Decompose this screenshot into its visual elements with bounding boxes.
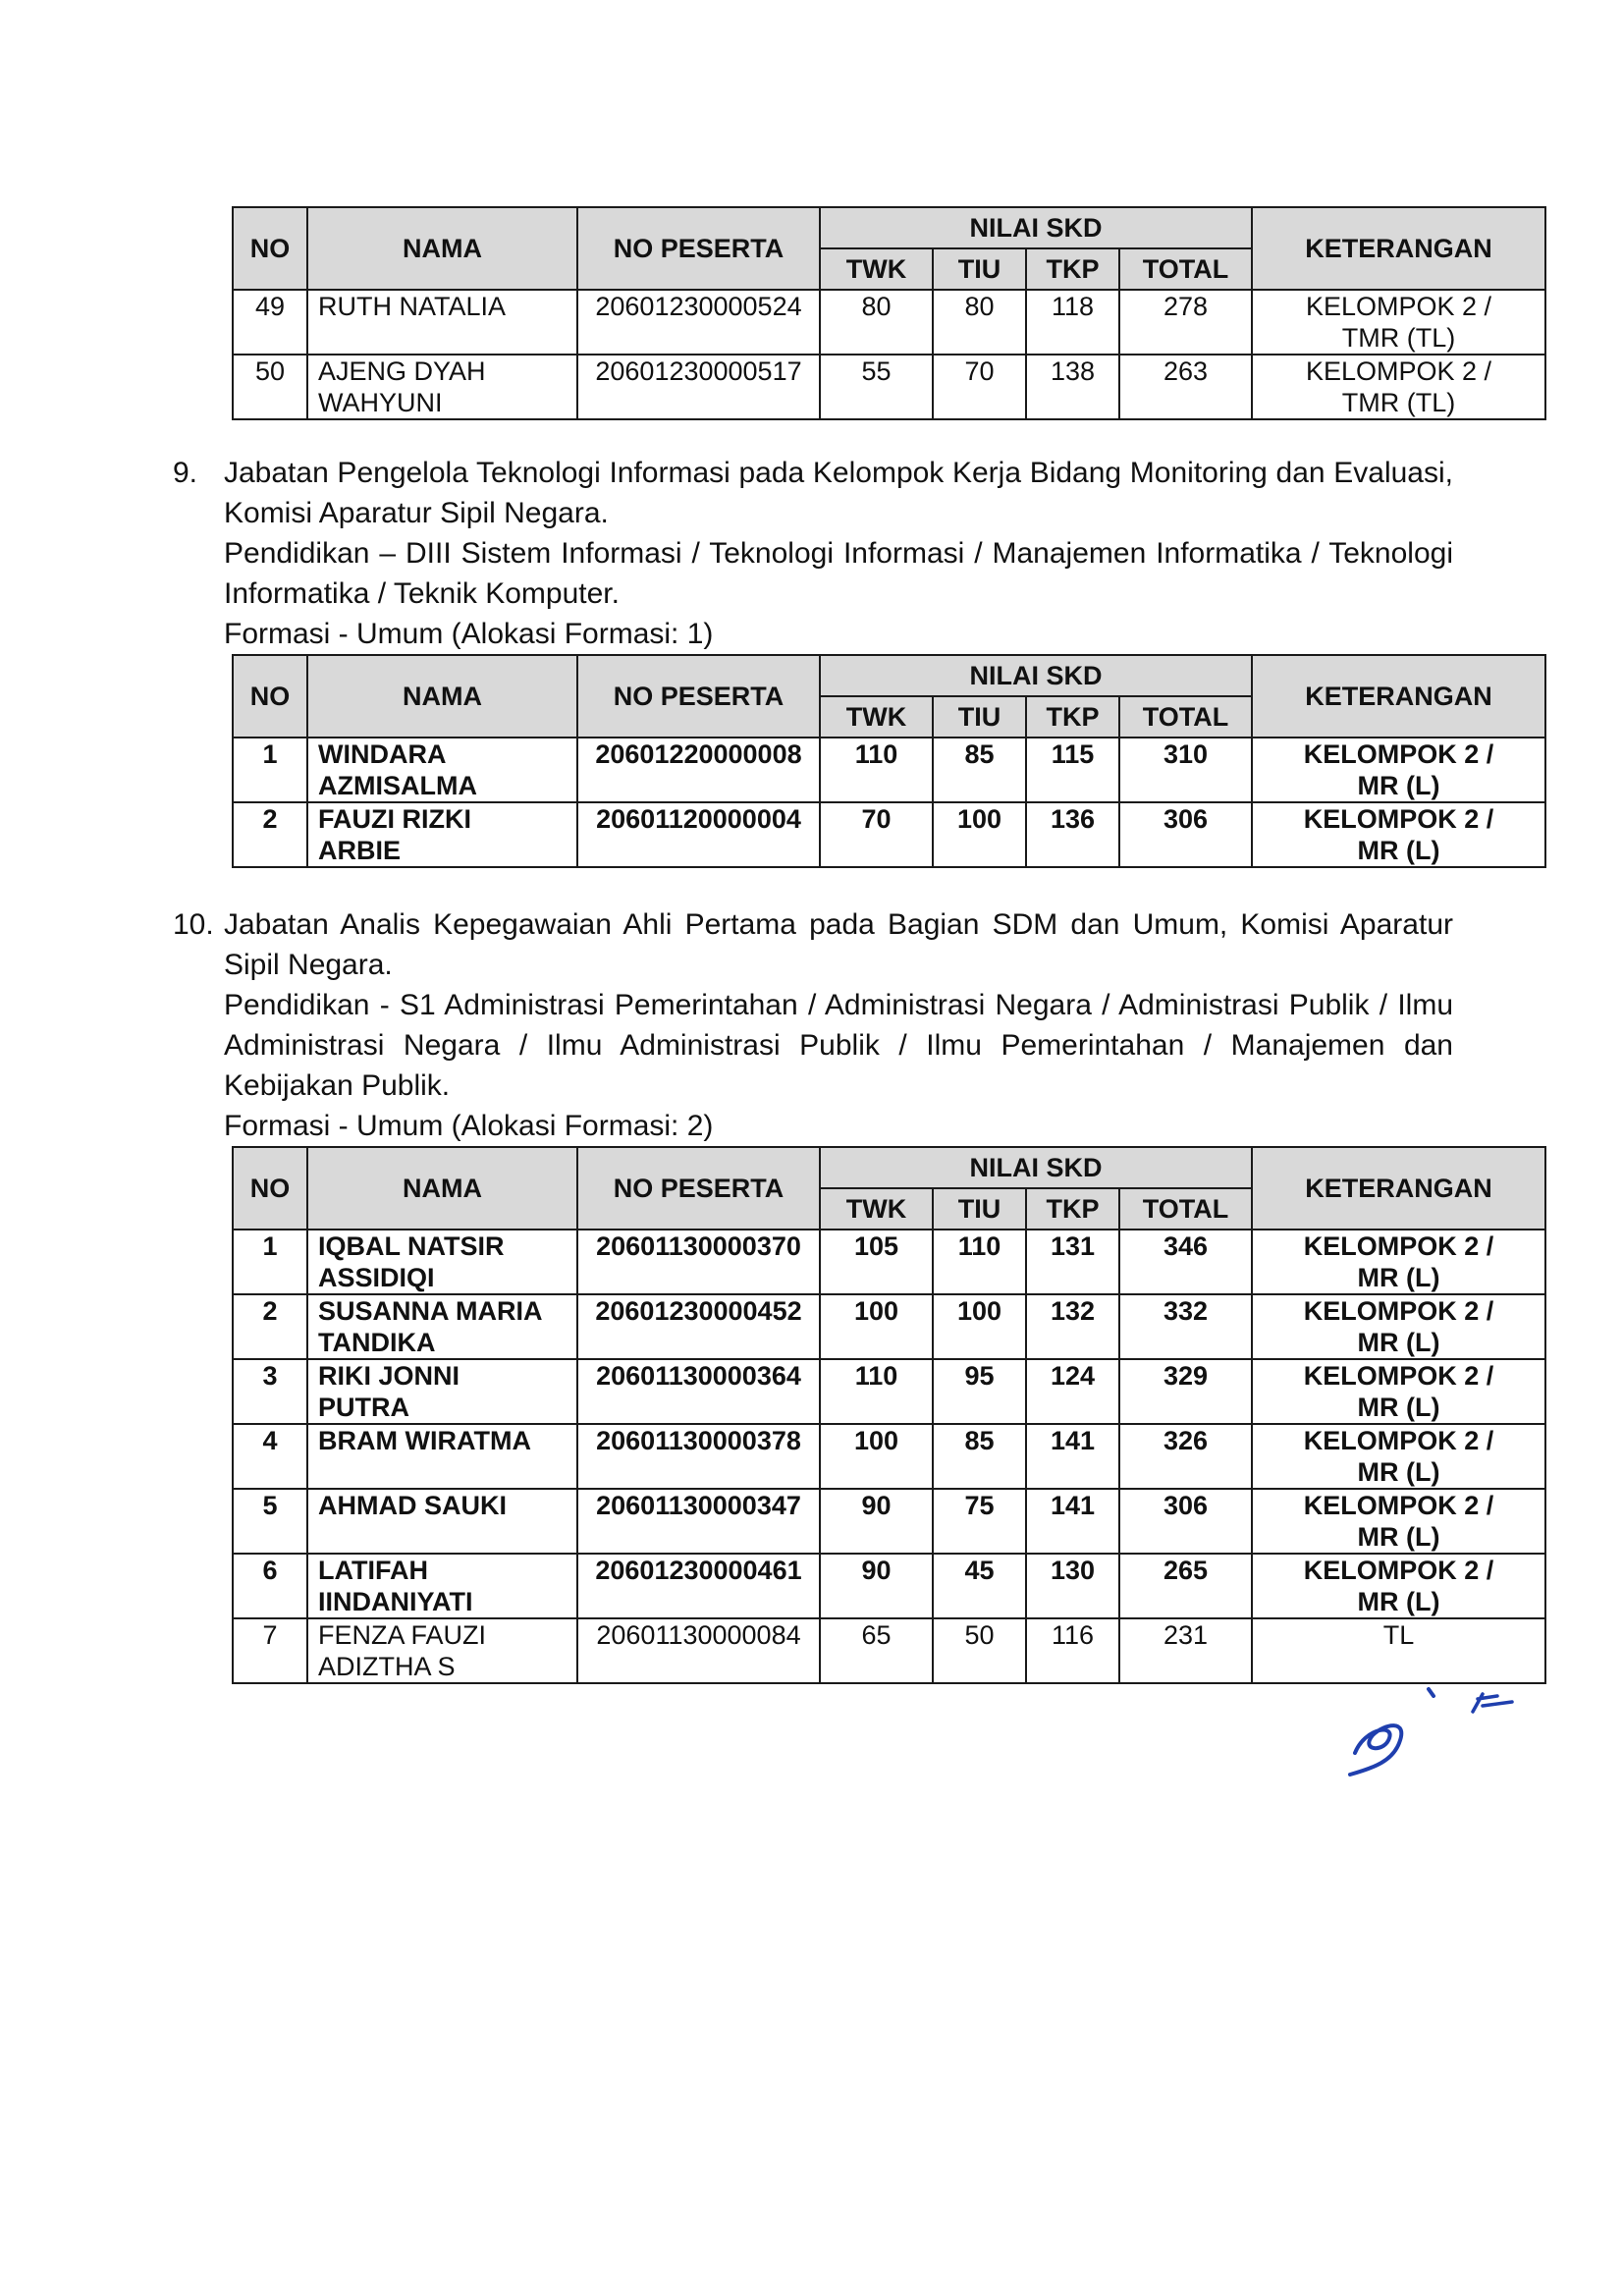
cell-twk	[820, 802, 933, 867]
cell-keterangan-line: MR (L)	[1357, 836, 1440, 865]
cell-keterangan-line: KELOMPOK 2 /	[1303, 1231, 1494, 1261]
cell-twk-line: 90	[861, 1556, 892, 1585]
cell-tkp-line: 118	[1051, 292, 1095, 321]
cell-tiu	[933, 1618, 1026, 1683]
cell-no-peserta-line: 20601130000370	[596, 1231, 801, 1261]
cell-tiu-line: 110	[957, 1231, 1001, 1261]
section-jabatan: Jabatan Pengelola Teknologi Informasi pada Kelompok Kerja Bidang Monitoring dan Evaluasi, Komisi Aparatur Sipil Negara.	[224, 457, 1453, 529]
cell-nama-line: IQBAL NATSIR	[318, 1231, 505, 1261]
cell-no-peserta-line: 20601230000517	[595, 356, 802, 386]
cell-total-line: 265	[1163, 1556, 1209, 1585]
cell-nama	[307, 1554, 577, 1618]
table-body	[233, 290, 1545, 419]
cell-twk-line: 100	[853, 1426, 899, 1455]
col-twk-header: TWK	[820, 696, 933, 738]
cell-nama-line: AHMAD SAUKI	[318, 1491, 507, 1520]
cell-no-line: 5	[262, 1491, 278, 1520]
cell-nama-line: RIKI JONNI	[318, 1361, 460, 1391]
cell-no-peserta	[577, 738, 820, 802]
cell-tiu	[933, 1489, 1026, 1554]
col-keterangan-header: KETERANGAN	[1252, 655, 1545, 738]
table-body	[233, 738, 1545, 867]
cell-tiu-line: 100	[956, 804, 1002, 834]
col-nilai-skd-header: NILAI SKD	[820, 1147, 1252, 1188]
cell-total	[1119, 1554, 1252, 1618]
cell-twk-line: 55	[861, 356, 892, 386]
cell-tiu	[933, 1554, 1026, 1618]
cell-twk	[820, 290, 933, 355]
cell-nama-line: SUSANNA MARIA	[318, 1296, 543, 1326]
col-nilai-skd-header: NILAI SKD	[820, 207, 1252, 248]
cell-nama	[307, 802, 577, 867]
cell-no	[233, 1554, 307, 1618]
cell-tkp-line: 136	[1050, 804, 1096, 834]
cell-no-peserta	[577, 355, 820, 419]
cell-nama	[307, 290, 577, 355]
cell-nama-line: ARBIE	[318, 836, 402, 865]
cell-twk	[820, 1359, 933, 1424]
cell-no-line: 1	[262, 739, 278, 769]
cell-keterangan-line: MR (L)	[1357, 1522, 1440, 1552]
cell-twk	[820, 1489, 933, 1554]
col-tiu-header: TIU	[933, 696, 1026, 738]
cell-tiu-line: 95	[964, 1361, 995, 1391]
cell-tiu	[933, 355, 1026, 419]
col-no-header: NO	[233, 1147, 307, 1230]
cell-keterangan	[1252, 1554, 1545, 1618]
table-header	[233, 1147, 1545, 1230]
cell-tiu-line: 80	[964, 292, 995, 321]
cell-total-line: 306	[1163, 1491, 1209, 1520]
cell-nama-line: BRAM WIRATMA	[318, 1426, 531, 1455]
table-header	[233, 207, 1545, 290]
cell-total-line: 278	[1163, 292, 1209, 321]
col-tiu-header: TIU	[933, 1188, 1026, 1230]
cell-no-line: 4	[262, 1426, 278, 1455]
col-no-peserta-header: NO PESERTA	[577, 655, 820, 738]
cell-no-peserta-line: 20601230000461	[595, 1556, 802, 1585]
cell-twk-line: 110	[854, 739, 898, 769]
cell-total-line: 263	[1163, 356, 1209, 386]
section-formasi: Formasi - Umum (Alokasi Formasi: 2)	[224, 1110, 714, 1142]
col-nama-header: NAMA	[307, 655, 577, 738]
cell-tkp	[1026, 1618, 1119, 1683]
cell-no-peserta-line: 20601120000004	[596, 804, 801, 834]
cell-no-peserta-line: 20601130000378	[596, 1426, 801, 1455]
cell-keterangan	[1252, 290, 1545, 355]
cell-nama-line: TANDIKA	[318, 1328, 436, 1357]
col-total-header: TOTAL	[1119, 1188, 1252, 1230]
col-twk-header: TWK	[820, 248, 933, 290]
cell-keterangan	[1252, 1294, 1545, 1359]
cell-keterangan-line: MR (L)	[1357, 1393, 1440, 1422]
cell-nama	[307, 738, 577, 802]
cell-twk	[820, 1424, 933, 1489]
cell-total-line: 329	[1163, 1361, 1209, 1391]
col-tkp-header: TKP	[1026, 1188, 1119, 1230]
cell-nama	[307, 1424, 577, 1489]
cell-keterangan-line: TMR (TL)	[1341, 323, 1456, 353]
cell-twk	[820, 1618, 933, 1683]
skd-table-1	[232, 206, 1546, 420]
cell-twk-line: 90	[861, 1491, 892, 1520]
cell-keterangan-line: MR (L)	[1357, 771, 1440, 800]
cell-twk	[820, 1230, 933, 1294]
cell-nama	[307, 355, 577, 419]
cell-keterangan	[1252, 355, 1545, 419]
cell-twk	[820, 1294, 933, 1359]
cell-tiu	[933, 1359, 1026, 1424]
cell-twk	[820, 355, 933, 419]
cell-no	[233, 1618, 307, 1683]
cell-keterangan-line: TL	[1382, 1620, 1415, 1650]
cell-tiu	[933, 738, 1026, 802]
cell-keterangan-line: KELOMPOK 2 /	[1305, 356, 1492, 386]
cell-keterangan	[1252, 802, 1545, 867]
cell-tiu-line: 45	[964, 1556, 995, 1585]
cell-keterangan-line: KELOMPOK 2 /	[1303, 1426, 1494, 1455]
cell-total	[1119, 802, 1252, 867]
col-nama-header: NAMA	[307, 207, 577, 290]
cell-keterangan	[1252, 1359, 1545, 1424]
cell-no	[233, 1424, 307, 1489]
table-row	[233, 355, 1545, 419]
section-pendidikan: Pendidikan – DIII Sistem Informasi / Teknologi Informasi / Manajemen Informatika / Teknologi Informatika / Teknik Komputer.	[224, 537, 1453, 610]
cell-tiu-line: 50	[964, 1620, 995, 1650]
cell-tkp-line: 138	[1050, 356, 1096, 386]
cell-total-line: 306	[1163, 804, 1209, 834]
cell-total	[1119, 1230, 1252, 1294]
cell-no-peserta-line: 20601220000008	[595, 739, 802, 769]
cell-tiu	[933, 290, 1026, 355]
cell-tiu	[933, 1424, 1026, 1489]
cell-nama-line: FENZA FAUZI	[318, 1620, 487, 1650]
cell-total-line: 231	[1163, 1620, 1209, 1650]
cell-keterangan-line: KELOMPOK 2 /	[1305, 292, 1492, 321]
col-total-header: TOTAL	[1119, 696, 1252, 738]
col-total-header: TOTAL	[1119, 248, 1252, 290]
cell-no-line: 2	[262, 804, 278, 834]
cell-tkp-line: 141	[1050, 1491, 1096, 1520]
cell-tkp-line: 124	[1050, 1361, 1096, 1391]
cell-no-peserta	[577, 1230, 820, 1294]
cell-no	[233, 1230, 307, 1294]
cell-no-peserta	[577, 1618, 820, 1683]
table-row	[233, 290, 1545, 355]
cell-keterangan-line: MR (L)	[1357, 1263, 1440, 1292]
cell-no	[233, 1489, 307, 1554]
col-nama-header: NAMA	[307, 1147, 577, 1230]
cell-no-peserta	[577, 1359, 820, 1424]
cell-no-peserta-line: 20601230000524	[595, 292, 802, 321]
cell-tkp-line: 130	[1050, 1556, 1096, 1585]
cell-no-line: 49	[254, 292, 286, 321]
cell-tkp	[1026, 290, 1119, 355]
cell-total	[1119, 1424, 1252, 1489]
cell-twk-line: 100	[853, 1296, 899, 1326]
cell-nama-line: FAUZI RIZKI	[318, 804, 471, 834]
cell-keterangan-line: KELOMPOK 2 /	[1303, 1296, 1494, 1326]
cell-tkp	[1026, 1554, 1119, 1618]
cell-tiu-line: 85	[964, 1426, 995, 1455]
cell-tiu	[933, 1294, 1026, 1359]
table-row	[233, 738, 1545, 802]
col-no-peserta-header: NO PESERTA	[577, 1147, 820, 1230]
cell-nama	[307, 1230, 577, 1294]
table-row	[233, 1359, 1545, 1424]
cell-total-line: 326	[1163, 1426, 1209, 1455]
col-keterangan-header: KETERANGAN	[1252, 1147, 1545, 1230]
signature-initials	[1335, 1674, 1532, 1782]
cell-keterangan-line: MR (L)	[1357, 1457, 1440, 1487]
cell-no-peserta	[577, 1554, 820, 1618]
cell-tkp	[1026, 1424, 1119, 1489]
cell-tkp-line: 116	[1051, 1620, 1095, 1650]
cell-no-peserta	[577, 802, 820, 867]
cell-nama	[307, 1294, 577, 1359]
skd-table-2	[232, 654, 1546, 868]
cell-tkp	[1026, 1294, 1119, 1359]
cell-no-peserta-line: 20601130000364	[596, 1361, 801, 1391]
skd-table-3	[232, 1146, 1546, 1684]
col-tiu-header: TIU	[933, 248, 1026, 290]
cell-no-line: 7	[262, 1620, 278, 1650]
section-number: 9.	[173, 457, 198, 489]
cell-keterangan-line: TMR (TL)	[1341, 388, 1456, 417]
section-10	[173, 904, 1453, 1146]
cell-no	[233, 1294, 307, 1359]
col-no-header: NO	[233, 207, 307, 290]
cell-keterangan-line: KELOMPOK 2 /	[1303, 739, 1494, 769]
cell-keterangan	[1252, 1424, 1545, 1489]
cell-keterangan-line: KELOMPOK 2 /	[1303, 1361, 1494, 1391]
cell-tkp	[1026, 1230, 1119, 1294]
cell-tkp	[1026, 802, 1119, 867]
cell-nama-line: PUTRA	[318, 1393, 409, 1422]
cell-nama-line: AZMISALMA	[318, 771, 477, 800]
table-row	[233, 1554, 1545, 1618]
cell-no-peserta-line: 20601230000452	[595, 1296, 802, 1326]
section-9	[173, 453, 1453, 654]
cell-tiu	[933, 802, 1026, 867]
cell-no-peserta-line: 20601130000347	[596, 1491, 801, 1520]
col-nilai-skd-header: NILAI SKD	[820, 655, 1252, 696]
table-row	[233, 1294, 1545, 1359]
cell-total	[1119, 1294, 1252, 1359]
cell-no	[233, 355, 307, 419]
cell-keterangan	[1252, 1489, 1545, 1554]
cell-twk-line: 105	[853, 1231, 899, 1261]
cell-keterangan-line: KELOMPOK 2 /	[1303, 804, 1494, 834]
cell-tkp-line: 131	[1050, 1231, 1096, 1261]
cell-nama-line: LATIFAH	[318, 1556, 428, 1585]
cell-tkp	[1026, 1359, 1119, 1424]
table-header	[233, 655, 1545, 738]
section-formasi: Formasi - Umum (Alokasi Formasi: 1)	[224, 618, 714, 650]
cell-no	[233, 738, 307, 802]
cell-nama-line: WAHYUNI	[318, 388, 443, 417]
table-row	[233, 802, 1545, 867]
cell-tiu-line: 85	[964, 739, 995, 769]
cell-nama-line: IINDANIYATI	[318, 1587, 473, 1616]
cell-tkp	[1026, 738, 1119, 802]
table-row	[233, 1230, 1545, 1294]
cell-nama-line: RUTH NATALIA	[318, 292, 507, 321]
cell-twk	[820, 1554, 933, 1618]
cell-tkp-line: 141	[1050, 1426, 1096, 1455]
cell-twk-line: 80	[861, 292, 892, 321]
col-tkp-header: TKP	[1026, 696, 1119, 738]
cell-twk	[820, 738, 933, 802]
col-twk-header: TWK	[820, 1188, 933, 1230]
cell-tkp	[1026, 1489, 1119, 1554]
cell-no-peserta-line: 20601130000084	[596, 1620, 801, 1650]
cell-nama-line: ASSIDIQI	[318, 1263, 435, 1292]
cell-keterangan-line: MR (L)	[1357, 1328, 1440, 1357]
cell-total	[1119, 1489, 1252, 1554]
cell-keterangan	[1252, 738, 1545, 802]
col-tkp-header: TKP	[1026, 248, 1119, 290]
cell-total	[1119, 738, 1252, 802]
cell-total	[1119, 355, 1252, 419]
cell-keterangan	[1252, 1230, 1545, 1294]
cell-no-peserta	[577, 1294, 820, 1359]
cell-no-line: 50	[254, 356, 286, 386]
cell-no-line: 1	[262, 1231, 278, 1261]
cell-nama	[307, 1489, 577, 1554]
cell-no-line: 2	[262, 1296, 278, 1326]
cell-total	[1119, 1618, 1252, 1683]
cell-tiu-line: 70	[964, 356, 995, 386]
cell-nama-line: AJENG DYAH	[318, 356, 486, 386]
cell-no-peserta	[577, 1424, 820, 1489]
cell-total	[1119, 1359, 1252, 1424]
cell-total-line: 332	[1163, 1296, 1209, 1326]
cell-twk-line: 65	[861, 1620, 892, 1650]
cell-keterangan-line: KELOMPOK 2 /	[1303, 1556, 1494, 1585]
cell-no	[233, 290, 307, 355]
cell-nama-line: ADIZTHA S	[318, 1652, 456, 1681]
col-no-peserta-header: NO PESERTA	[577, 207, 820, 290]
section-number: 10.	[173, 908, 214, 941]
table-row	[233, 1489, 1545, 1554]
cell-total-line: 310	[1163, 739, 1209, 769]
cell-keterangan-line: MR (L)	[1357, 1587, 1440, 1616]
cell-total-line: 346	[1163, 1231, 1209, 1261]
cell-twk-line: 110	[854, 1361, 898, 1391]
section-pendidikan: Pendidikan - S1 Administrasi Pemerintahan / Administrasi Negara / Administrasi Publik / Ilmu Administrasi Negara / Ilmu Administrasi Publik / Ilmu Pemerintahan / Manajemen dan Kebijakan Publik.	[224, 989, 1453, 1102]
table-row	[233, 1424, 1545, 1489]
cell-tiu	[933, 1230, 1026, 1294]
cell-twk-line: 70	[861, 804, 892, 834]
cell-tkp-line: 115	[1051, 739, 1095, 769]
cell-tiu-line: 75	[964, 1491, 995, 1520]
col-keterangan-header: KETERANGAN	[1252, 207, 1545, 290]
cell-total	[1119, 290, 1252, 355]
cell-no-peserta	[577, 1489, 820, 1554]
col-no-header: NO	[233, 655, 307, 738]
cell-nama-line: WINDARA	[318, 739, 447, 769]
cell-tkp	[1026, 355, 1119, 419]
cell-no-line: 3	[262, 1361, 278, 1391]
table-body	[233, 1230, 1545, 1683]
cell-tiu-line: 100	[956, 1296, 1002, 1326]
cell-nama	[307, 1359, 577, 1424]
cell-no-line: 6	[262, 1556, 278, 1585]
cell-no	[233, 802, 307, 867]
cell-no-peserta	[577, 290, 820, 355]
cell-keterangan-line: KELOMPOK 2 /	[1303, 1491, 1494, 1520]
cell-nama	[307, 1618, 577, 1683]
section-jabatan: Jabatan Analis Kepegawaian Ahli Pertama pada Bagian SDM dan Umum, Komisi Aparatur Sipil Negara.	[224, 908, 1453, 981]
cell-no	[233, 1359, 307, 1424]
cell-tkp-line: 132	[1050, 1296, 1096, 1326]
